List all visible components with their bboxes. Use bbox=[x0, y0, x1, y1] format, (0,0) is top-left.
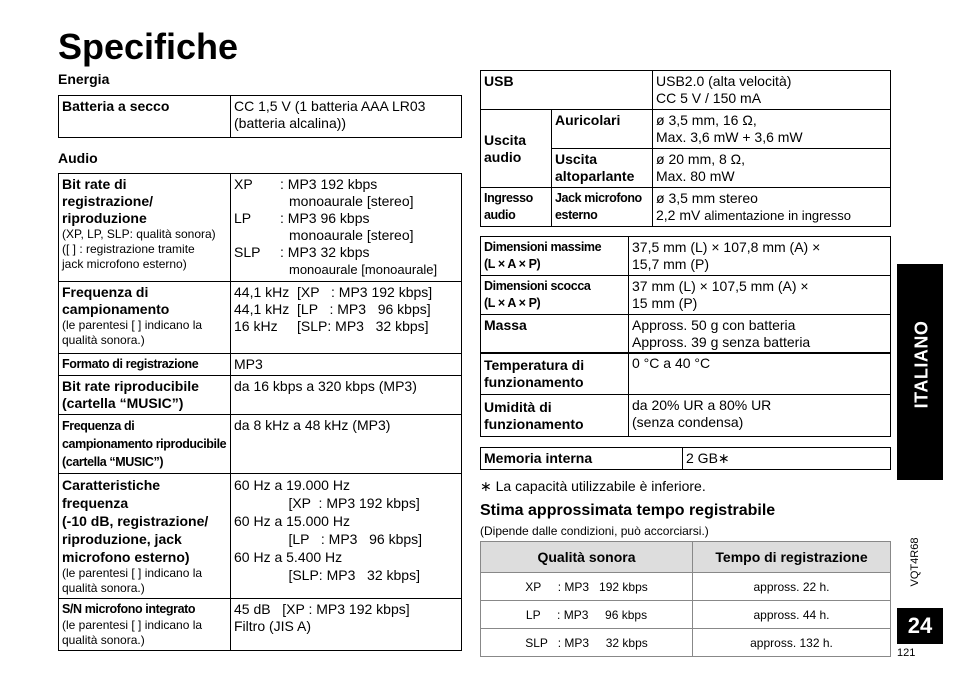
sn-cell bbox=[59, 599, 231, 651]
freq-value: 44,1 kHz [XP : MP3 192 kbps] 44,1 kHz [LP : MP3 96 kbps] 16 kHz [SLP: MP3 32 kbps] bbox=[231, 282, 462, 354]
audio-table bbox=[58, 173, 462, 651]
dim-max-label: Dimensioni massime (L × A × P) bbox=[481, 237, 629, 276]
memoria-label: Memoria interna bbox=[481, 448, 683, 470]
jack-value-line1: ø 3,5 mm stereo bbox=[656, 190, 758, 206]
energia-table bbox=[58, 95, 462, 138]
massa-label: Massa bbox=[481, 315, 629, 354]
temp-label: Temperatura di funzionamento bbox=[481, 353, 629, 395]
memoria-value: 2 GB∗ bbox=[683, 448, 891, 470]
usb-value: USB2.0 (alta velocità) CC 5 V / 150 mA bbox=[653, 71, 891, 110]
caratt-note: (le parentesi [ ] indicano la qualità sonora.) bbox=[62, 566, 203, 595]
caratt-label: Caratteristiche frequenza (-10 dB, registrazione/ riproduzione, jack microfono esterno) bbox=[62, 477, 209, 565]
memoria-table bbox=[480, 447, 891, 470]
bitrate-mode: LP bbox=[234, 210, 252, 226]
energia-value: CC 1,5 V (1 batteria AAA LR03 (batteria alcalina)) bbox=[231, 96, 462, 138]
bitrate-value bbox=[231, 174, 462, 282]
bitrate-note: (XP, LP, SLP: qualità sonora) ([ ] : registrazione tramite jack microfono esterno) bbox=[62, 227, 216, 271]
bitrate-music-label: Bit rate riproducibile (cartella “MUSIC”) bbox=[59, 376, 231, 415]
massa-value: Appross. 50 g con batteria Appross. 39 g senza batteria bbox=[629, 315, 891, 354]
language-label: ITALIANO bbox=[911, 320, 932, 409]
stima-row-quality: XP : MP3 192 kbps bbox=[481, 573, 693, 601]
jack-microfono-label: Jack microfono esterno bbox=[552, 188, 653, 227]
auricolari-value: ø 3,5 mm, 16 Ω, Max. 3,6 mW + 3,6 mW bbox=[653, 110, 891, 149]
bitrate-mode bbox=[234, 261, 280, 278]
bitrate-mode bbox=[234, 193, 280, 210]
dims-table bbox=[480, 236, 891, 354]
dim-scocca-label: Dimensioni scocca (L × A × P) bbox=[481, 276, 629, 315]
formato-value: MP3 bbox=[231, 354, 462, 376]
formato-label: Formato di registrazione bbox=[59, 354, 231, 376]
sn-label: S/N microfono integrato bbox=[62, 602, 196, 616]
bitrate-cell bbox=[59, 174, 231, 282]
stima-sub: (Dipende dalle condizioni, può accorciarsi.) bbox=[480, 524, 709, 538]
bitrate-label: Bit rate di registrazione/ riproduzione bbox=[62, 176, 154, 226]
caratt-cell bbox=[59, 474, 231, 599]
energia-label: Batteria a secco bbox=[59, 96, 231, 138]
auricolari-label: Auricolari bbox=[552, 110, 653, 149]
bitrate-mode: XP bbox=[234, 176, 253, 192]
umid-value: da 20% UR a 80% UR (senza condensa) bbox=[629, 395, 891, 437]
bitrate-music-value: da 16 kbps a 320 kbps (MP3) bbox=[231, 376, 462, 415]
page-number: 24 bbox=[897, 608, 943, 644]
stima-row-time: appross. 44 h. bbox=[693, 601, 891, 629]
bitrate-detail: : MP3 96 kbps bbox=[280, 210, 370, 226]
model-code: VQT4R68 bbox=[909, 537, 921, 587]
bitrate-lines bbox=[234, 176, 458, 278]
jack-value-mv: 2,2 mV bbox=[656, 207, 701, 223]
dim-scocca-value: 37 mm (L) × 107,5 mm (A) × 15 mm (P) bbox=[629, 276, 891, 315]
stima-table bbox=[480, 541, 891, 657]
page-number-small: 121 bbox=[897, 647, 916, 659]
footnote: ∗ La capacità utilizzabile è inferiore. bbox=[480, 478, 706, 494]
audio-heading: Audio bbox=[58, 150, 98, 166]
bitrate-detail: monoaurale [stereo] bbox=[289, 227, 414, 243]
usb-table bbox=[480, 70, 891, 227]
table-row bbox=[481, 601, 891, 629]
jack-value-suffix: alimentazione in ingresso bbox=[704, 208, 851, 223]
freq-label: Frequenza di campionamento bbox=[62, 284, 170, 317]
language-tab bbox=[897, 264, 943, 480]
temp-value: 0 °C a 40 °C bbox=[629, 353, 891, 395]
stima-row-time: appross. 132 h. bbox=[693, 629, 891, 657]
env-table bbox=[480, 352, 891, 437]
sn-value: 45 dB [XP : MP3 192 kbps] Filtro (JIS A) bbox=[231, 599, 462, 651]
sn-note: (le parentesi [ ] indicano la qualità sonora.) bbox=[62, 618, 203, 647]
caratt-value: 60 Hz a 19.000 Hz [XP : MP3 192 kbps] 60 Hz a 15.000 Hz [LP : MP3 96 kbps] 60 Hz a 5.400 Hz [SLP: MP3 32 kbps] bbox=[231, 474, 462, 599]
freq-music-value: da 8 kHz a 48 kHz (MP3) bbox=[231, 415, 462, 474]
umid-label: Umidità di funzionamento bbox=[481, 395, 629, 437]
page-title: Specifiche bbox=[58, 26, 239, 67]
stima-row-quality: LP : MP3 96 kbps bbox=[481, 601, 693, 629]
uscita-audio-label: Uscita audio bbox=[481, 110, 552, 188]
freq-note: (le parentesi [ ] indicano la qualità sonora.) bbox=[62, 318, 203, 347]
dim-max-value: 37,5 mm (L) × 107,8 mm (A) × 15,7 mm (P) bbox=[629, 237, 891, 276]
stima-row-quality: SLP : MP3 32 kbps bbox=[481, 629, 693, 657]
stima-col-tempo: Tempo di registrazione bbox=[693, 542, 891, 573]
bitrate-detail: : MP3 32 kbps bbox=[280, 244, 370, 260]
energia-heading: Energia bbox=[58, 71, 110, 87]
altoparlante-value: ø 20 mm, 8 Ω, Max. 80 mW bbox=[653, 149, 891, 188]
table-row bbox=[481, 573, 891, 601]
bitrate-detail: : MP3 192 kbps bbox=[280, 176, 378, 192]
freq-music-label: Frequenza di campionamento riproducibile (cartella “MUSIC”) bbox=[59, 415, 231, 474]
altoparlante-label: Uscita altoparlante bbox=[552, 149, 653, 188]
bitrate-mode: SLP bbox=[234, 244, 261, 260]
freq-cell bbox=[59, 282, 231, 354]
usb-label: USB bbox=[481, 71, 653, 110]
bitrate-detail: monoaurale [monoaurale] bbox=[289, 262, 438, 277]
stima-heading: Stima approssimata tempo registrabile bbox=[480, 502, 776, 519]
bitrate-mode bbox=[234, 227, 280, 244]
stima-col-qualita: Qualità sonora bbox=[481, 542, 693, 573]
ingresso-audio-label: Ingresso audio bbox=[481, 188, 552, 227]
table-row bbox=[481, 629, 891, 657]
bitrate-detail: monoaurale [stereo] bbox=[289, 193, 414, 209]
stima-row-time: appross. 22 h. bbox=[693, 573, 891, 601]
jack-microfono-value bbox=[653, 188, 891, 227]
